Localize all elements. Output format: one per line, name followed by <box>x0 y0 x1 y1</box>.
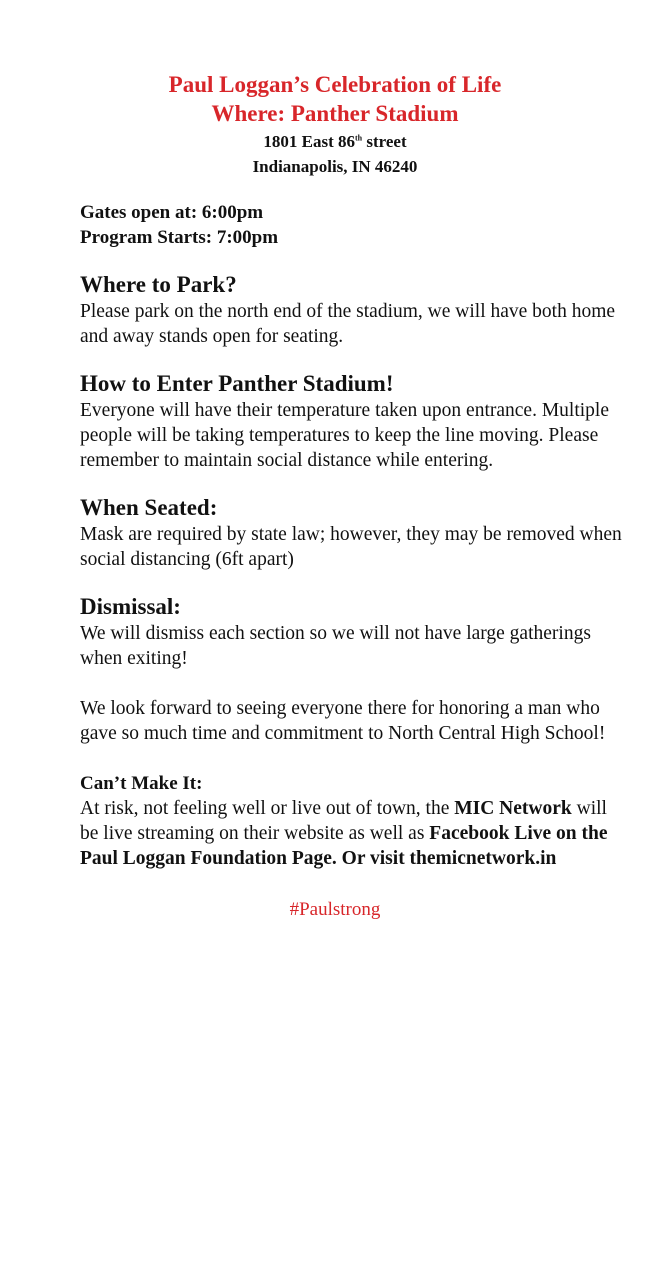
enter-heading: How to Enter Panther Stadium! <box>80 371 394 396</box>
park-heading: Where to Park? <box>80 272 237 297</box>
flyer-header <box>10 70 660 178</box>
cant-text-part1: At risk, not feeling well or live out of town, the <box>80 798 455 819</box>
address-number: 1801 East 86 <box>263 132 355 151</box>
address-street: street <box>362 132 407 151</box>
street-address <box>10 130 660 153</box>
dismissal-text: We will dismiss each section so we will not have large gatherings when exiting! <box>80 623 591 669</box>
city-address: Indianapolis, IN 46240 <box>252 157 418 176</box>
address-ordinal: th <box>354 133 363 143</box>
seated-heading: When Seated: <box>80 495 218 520</box>
enter-text: Everyone will have their temperature taken upon entrance. Multiple people will be taking temperatures to keep the line moving. Please remember to maintain social distance while entering. <box>80 400 610 471</box>
event-title: Paul Loggan’s Celebration of Life <box>168 72 502 97</box>
event-location: Where: Panther Stadium <box>211 101 459 126</box>
facebook-live-info: Facebook Live on the Paul Loggan Foundation Page. Or visit themicnetwork.in <box>80 823 608 869</box>
closing-text: We look forward to seeing everyone there for honoring a man who gave so much time and commitment to North Central High School! <box>80 698 606 744</box>
cant-text-part2: will be live streaming on their website as well as <box>80 798 607 844</box>
mic-network-name: MIC Network <box>454 798 572 819</box>
gates-open-time: Gates open at: 6:00pm <box>80 202 264 223</box>
park-text: Please park on the north end of the stadium, we will have both home and away stands open for seating. <box>80 301 616 347</box>
event-times <box>80 200 630 250</box>
dismissal-heading: Dismissal: <box>80 594 181 619</box>
program-start-time: Program Starts: 7:00pm <box>80 227 279 248</box>
flyer-page <box>0 70 670 1270</box>
hashtag: #Paulstrong <box>289 899 381 920</box>
seated-text: Mask are required by state law; however, they may be removed when social distancing (6ft apart) <box>80 524 622 570</box>
cant-make-it-heading: Can’t Make It: <box>80 773 203 794</box>
cant-make-it-text <box>80 796 630 871</box>
